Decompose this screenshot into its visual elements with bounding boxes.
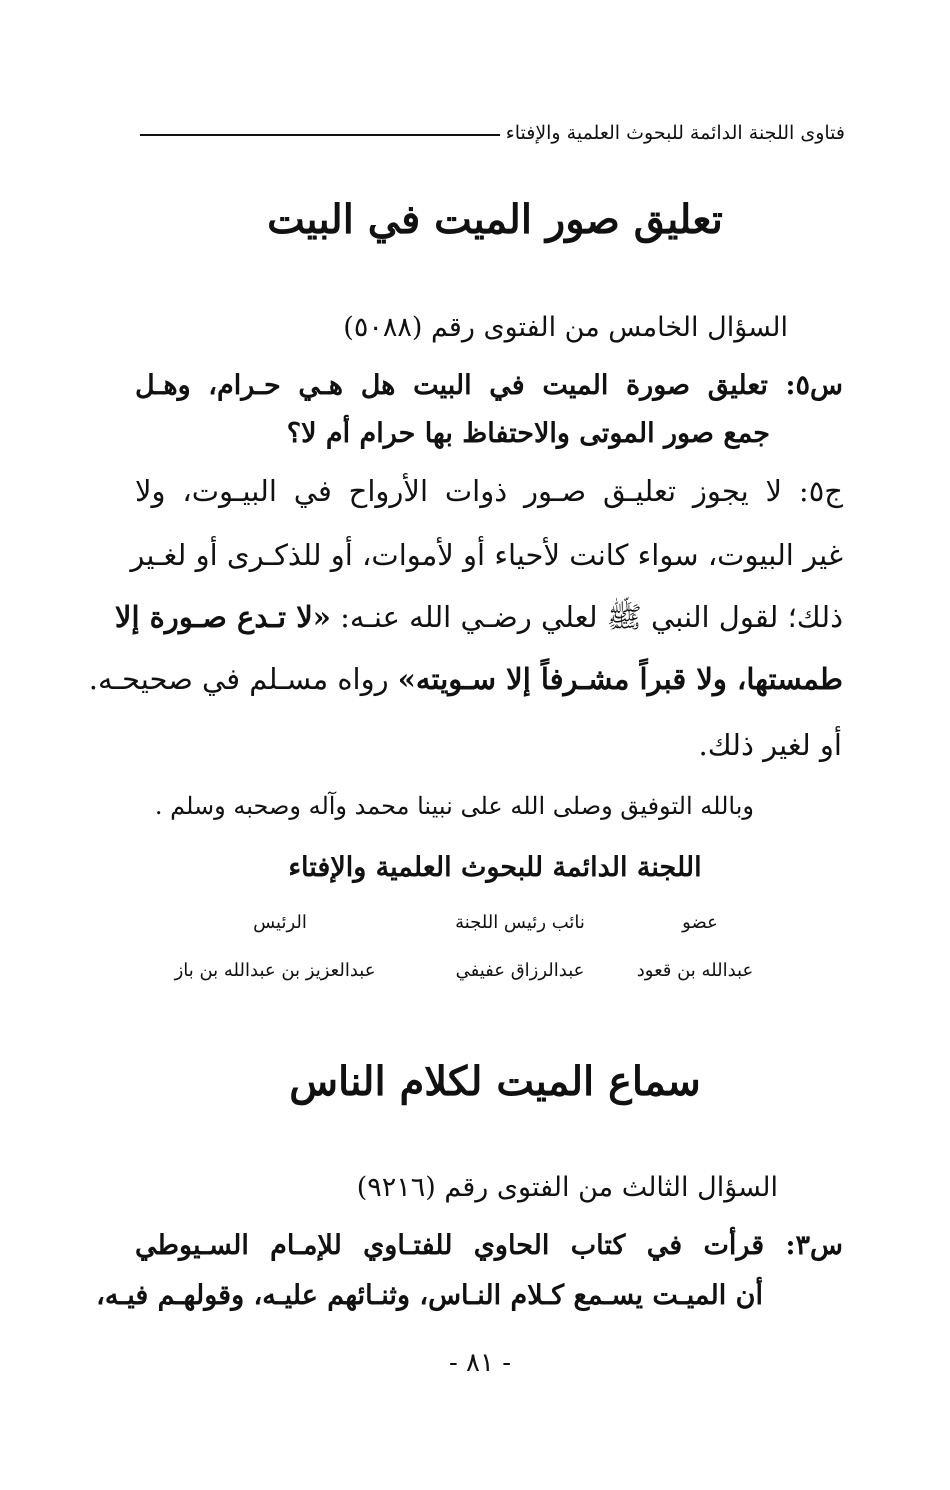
running-head-rule bbox=[140, 134, 500, 136]
answer-line: ج٥: لا يجوز تعليـق صـور ذوات الأرواح في البيـوت، ولا bbox=[135, 474, 843, 508]
closing-formula: وبالله التوفيق وصلى الله على نبينا محمد وآله وصحبه وسلم . bbox=[154, 792, 754, 820]
question-line: جمع صور الموتى والاحتفاظ بها حرام أم لا؟ bbox=[286, 418, 770, 449]
question-line: أن الميـت يسـمع كـلام النـاس، وثنـائهم عليـه، وقولهـم فيـه، bbox=[96, 1280, 763, 1311]
answer-line: غير البيوت، سواء كانت لأحياء أو لأموات، أو للذكـرى أو لغـير bbox=[130, 538, 843, 572]
answer-line bbox=[88, 662, 843, 696]
question-line: س٥: تعليق صورة الميت في البيت هل هـي حـرام، وهـل bbox=[135, 370, 843, 401]
answer-line: أو لغير ذلك. bbox=[698, 728, 842, 762]
hadith-quote: «لا تـدع صـورة إلا bbox=[114, 600, 331, 634]
signatory-role: عضو bbox=[682, 912, 718, 933]
answer-text: رواه مسـلم في صحيحـه. bbox=[88, 662, 398, 696]
question-line: س٣: قرأت في كتاب الحاوي للفتـاوي للإمـام السـيوطي bbox=[135, 1230, 843, 1261]
running-head bbox=[140, 122, 845, 144]
committee-name: اللجنة الدائمة للبحوث العلمية والإفتاء bbox=[288, 852, 702, 883]
signatory-role: نائب رئيس اللجنة bbox=[455, 912, 585, 933]
signatory-name: عبدالعزيز بن عبدالله بن باز bbox=[174, 960, 376, 981]
question-source: السؤال الثالث من الفتوى رقم (٩٢١٦) bbox=[356, 1172, 778, 1203]
hadith-quote: طمستها، ولا قبراً مشـرفاً إلا سـويته» bbox=[397, 662, 843, 696]
signatory-role: الرئيس bbox=[253, 912, 307, 933]
signatory-name: عبدالرزاق عفيفي bbox=[455, 960, 585, 981]
running-head-text: فتاوى اللجنة الدائمة للبحوث العلمية والإفتاء bbox=[505, 122, 845, 144]
page-number: - ٨١ - bbox=[448, 1348, 512, 1378]
section-title: سماع الميت لكلام الناس bbox=[289, 1058, 701, 1105]
answer-text: ذلك؛ لقول النبي ﷺ لعلي رضـي الله عنـه: bbox=[330, 600, 843, 634]
signatory-name: عبدالله بن قعود bbox=[636, 960, 754, 981]
answer-line bbox=[114, 600, 843, 642]
question-source: السؤال الخامس من الفتوى رقم (٥٠٨٨) bbox=[343, 312, 788, 343]
section-title: تعليق صور الميت في البيت bbox=[267, 196, 723, 243]
